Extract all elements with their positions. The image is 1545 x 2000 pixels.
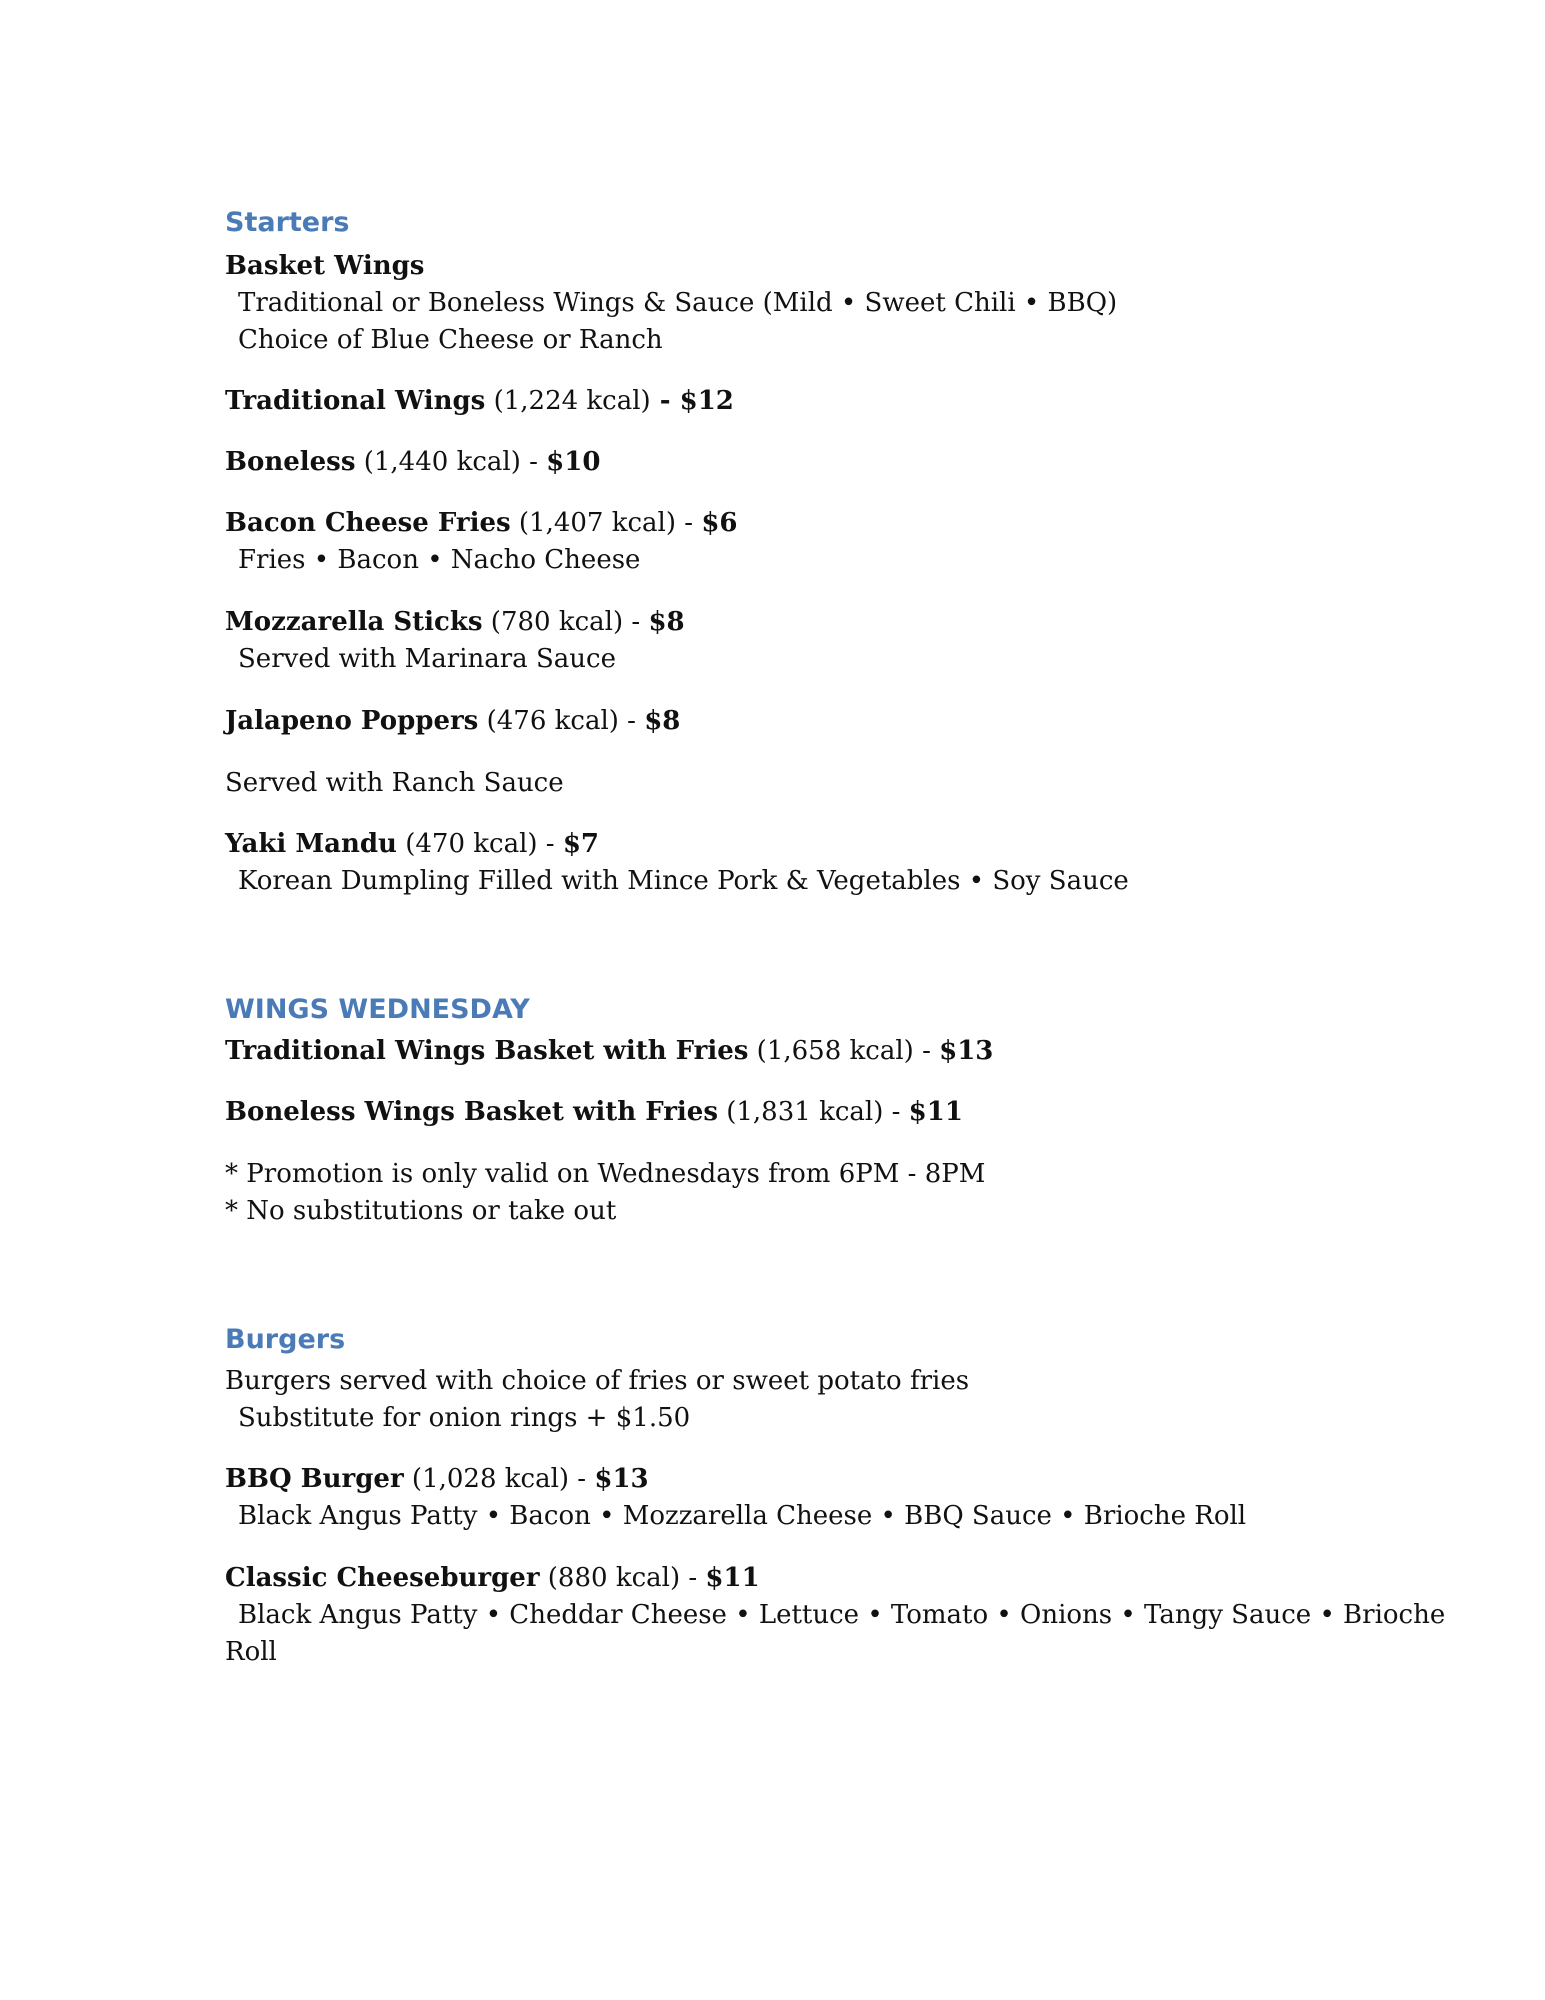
mozz-desc: Served with Marinara Sauce [238, 644, 616, 674]
jalapeno-name: Jalapeno Poppers [225, 706, 479, 736]
substitution-note: * No substitutions or take out [225, 1196, 617, 1226]
mandu-desc: Korean Dumpling Filled with Mince Pork & Vegetables • Soy Sauce [238, 866, 1129, 896]
classic-burger-kcal: (880 kcal) - [539, 1563, 706, 1593]
mandu-name: Yaki Mandu [225, 829, 397, 859]
classic-burger-price: $11 [705, 1563, 760, 1593]
burgers-heading: Burgers [225, 1324, 346, 1355]
bbq-burger-item [225, 1461, 1325, 1535]
classic-burger-desc: Black Angus Patty • Cheddar Cheese • Lettuce • Tomato • Onions • Tangy Sauce • Brioche [238, 1600, 1446, 1630]
ww-boneless-item [225, 1094, 1325, 1131]
ww-traditional-item [225, 1033, 1325, 1070]
ww-traditional-name: Traditional Wings Basket with Fries [225, 1036, 749, 1066]
boneless-kcal: (1,440 kcal) - [355, 447, 547, 477]
bbq-burger-name: BBQ Burger [225, 1464, 404, 1494]
traditional-wings-price: - $12 [650, 386, 734, 416]
basket-wings-name: Basket Wings [225, 251, 425, 281]
bacon-fries-name: Bacon Cheese Fries [225, 508, 511, 538]
promo-note: * Promotion is only valid on Wednesdays from 6PM - 8PM [225, 1159, 986, 1189]
mozzarella-sticks-item [225, 604, 1325, 678]
bacon-fries-price: $6 [701, 508, 738, 538]
bacon-cheese-fries-item [225, 505, 1325, 579]
jalapeno-poppers-item [225, 703, 1325, 740]
ww-boneless-kcal: (1,831 kcal) - [717, 1097, 909, 1127]
mozz-kcal: (780 kcal) - [482, 607, 649, 637]
bbq-burger-desc: Black Angus Patty • Bacon • Mozzarella Cheese • BBQ Sauce • Brioche Roll [238, 1501, 1247, 1531]
mozz-name: Mozzarella Sticks [225, 607, 483, 637]
bacon-fries-kcal: (1,407 kcal) - [510, 508, 702, 538]
ww-traditional-price: $13 [939, 1036, 994, 1066]
ww-boneless-name: Boneless Wings Basket with Fries [225, 1097, 718, 1127]
burgers-section [225, 1322, 1325, 1358]
mandu-price: $7 [562, 829, 600, 859]
mozz-price: $8 [648, 607, 685, 637]
burgers-intro [225, 1363, 1325, 1437]
bbq-burger-kcal: (1,028 kcal) - [403, 1464, 595, 1494]
burgers-intro-text: Burgers served with choice of fries or sweet potato fries [225, 1366, 970, 1396]
traditional-wings-kcal: (1,224 kcal) [485, 386, 651, 416]
jalapeno-price: $8 [644, 706, 681, 736]
classic-burger-desc-cont: Roll [225, 1637, 277, 1667]
traditional-wings-item [225, 383, 1325, 420]
yaki-mandu-item [225, 826, 1325, 900]
classic-burger-name: Classic Cheeseburger [225, 1563, 540, 1593]
wings-wednesday-heading: WINGS WEDNESDAY [225, 994, 530, 1025]
boneless-price: $10 [546, 447, 601, 477]
basket-wings-desc: Traditional or Boneless Wings & Sauce (Mild • Sweet Chili • BBQ) [238, 288, 1118, 318]
classic-cheeseburger-item [225, 1560, 1446, 1671]
starters-section [225, 205, 1325, 241]
jalapeno-desc: Served with Ranch Sauce [225, 768, 564, 798]
basket-wings-dip: Choice of Blue Cheese or Ranch [238, 325, 663, 355]
traditional-wings-name: Traditional Wings [225, 386, 486, 416]
jalapeno-desc-block [225, 765, 1325, 802]
wings-wednesday-section [225, 992, 1325, 1028]
jalapeno-kcal: (476 kcal) - [478, 706, 645, 736]
mandu-kcal: (470 kcal) - [396, 829, 563, 859]
ww-boneless-price: $11 [908, 1097, 963, 1127]
ww-traditional-kcal: (1,658 kcal) - [748, 1036, 940, 1066]
ww-notes [225, 1156, 1325, 1230]
basket-wings-item [225, 248, 1325, 359]
starters-heading: Starters [225, 207, 350, 238]
boneless-item [225, 444, 1325, 481]
bacon-fries-desc: Fries • Bacon • Nacho Cheese [238, 545, 641, 575]
boneless-name: Boneless [225, 447, 356, 477]
bbq-burger-price: $13 [594, 1464, 649, 1494]
onion-rings-note: Substitute for onion rings + $1.50 [238, 1403, 691, 1433]
